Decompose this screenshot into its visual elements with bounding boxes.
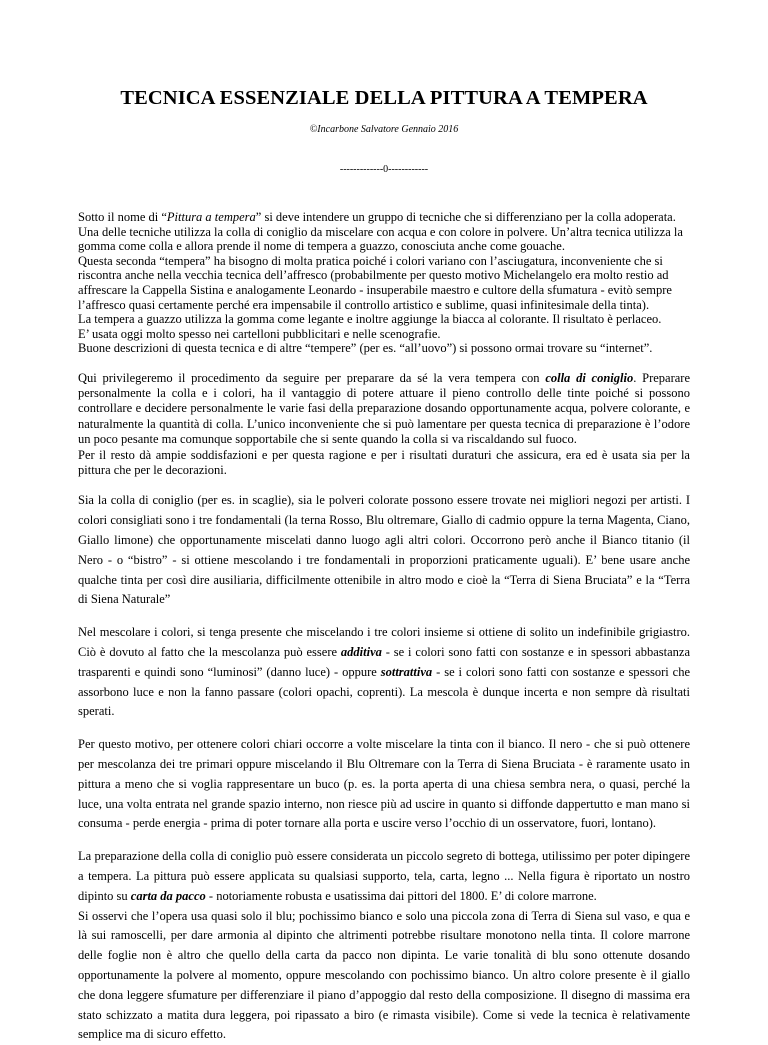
intro-line-3: Questa seconda “tempera” ha bisogno di molta pratica poiché i colori variano con l’asciugatura, inconveniente che si riscontra anche nella vecchia tecnica dell’affresco (probabilmente per questo motivo Michelangelo era molto restio ad affrescare la Cappella Sistina e analogamente Leonardo - insuperabile maestro e cultore della sfumatura - evitò sempre l’affresco quasi certamente perché era impensabile il controllo artistico e sublime, quasi infinitesimale della tinta).	[78, 253, 672, 312]
pittura-a-tempera-term: Pittura a tempera	[166, 210, 256, 224]
intro-line-1: Sotto il nome di “Pittura a tempera” si deve intendere un gruppo di tecniche che si differenziano per la colla adoperata.	[78, 210, 676, 224]
additiva-term: additiva	[340, 644, 382, 659]
intro-line-6: Buone descrizioni di questa tecnica e di altre “tempere” (per es. “all’uovo”) si possono ormai trovare su “internet”.	[78, 341, 653, 356]
document-title: TECNICA ESSENZIALE DELLA PITTURA A TEMPERA	[120, 87, 648, 109]
intro-line-4: La tempera a guazzo utilizza la gomma come legante e inoltre aggiunge la biacca al colorante. Il risultato è perlaceo.	[78, 312, 662, 327]
paragraph-colla-di-coniglio: Qui privilegeremo il procedimento da seguire per preparare da sé la vera tempera con colla di coniglio. Preparare personalmente la colla e i colori, ha il vantaggio di potere attuare il pieno controllo delle tinte poiché si possono controllare e decidere personalmente le varie fasi della preparazione dosando opportunamente acqua, polvere colorante, e naturalmente la quantità di colla. L’unico inconveniente che si può lamentare per questa tecnica di preparazione è l’odore un poco pesante ma comunque sopportabile che si sente quando la colla si va riscaldando sul fuoco. Per il resto dà ampie soddisfazioni e per questa ragione e per i risultati duraturi che assicura, era ed è usata sia per la pittura che per le decorazioni.	[78, 370, 691, 477]
separator-line: -------------0------------	[339, 164, 429, 175]
paragraph-bianco-nero: Per questo motivo, per ottenere colori chiari occorre a volte miscelare la tinta con il bianco. Il nero - che si può ottenere per mescolanza dei tre primari oppure miscelando il Blu Oltremare con la Terra di Siena Bruciata - è raramente usato in pittura a meno che si voglia rappresentare un buco (p. es. la porta aperta di una chiesa sembra nera, o quasi, perché la luce, una volta entrata nel grande spazio interno, non riesce più ad uscire in quanto si diffonde dappertutto e man mano si consuma - perde energia - prima di poter tornare alla porta e uscire verso l’occhio di un osservatore, fuori, lontano).	[78, 737, 690, 831]
intro-line-5: E’ usata oggi molto spesso nei cartelloni pubblicitari e nelle scenografie.	[78, 326, 441, 341]
document-body	[78, 210, 690, 1045]
paragraph-mescolanza: Nel mescolare i colori, si tenga presente che miscelando i tre colori insieme si ottiene di solito un indefinibile grigiastro. Ciò è dovuto al fatto che la mescolanza può essere additiva - se i colori sono fatti con sostanze e in spessori abbastanza trasparenti e quindi sono “luminosi” (danno luce) - oppure sottrattiva - se i colori sono fatti con sostanze e spessori che assorbono luce e non la fanno passare (colori opachi, coprenti). La mescola è dunque incerta e non sempre dà risultati sperati.	[78, 625, 691, 719]
paragraph-intro	[78, 210, 690, 356]
sottrattiva-term: sottrattiva	[380, 664, 433, 679]
paragraph-colori: Sia la colla di coniglio (per es. in scaglie), sia le polveri colorate possono essere trovate nei migliori negozi per artisti. I colori consigliati sono i tre fondamentali (la terna Rosso, Blu oltremare, Giallo di cadmio oppure la terna Magenta, Ciano, Giallo limone) che opportunamente miscelati danno luogo agli altri colori. Occorrono però anche il Bianco titanio (il Nero - o “bistro” - si ottiene mescolando i tre fondamentali in proporzioni praticamente uguali). E’ bene usare anche qualche tinta per così dire ausiliaria, difficilmente ottenibile in altro modo e cioè la “Terra di Siena Bruciata” e la “Terra di Siena Naturale”	[78, 493, 690, 607]
copyright-line: ©Incarbone Salvatore Gennaio 2016	[309, 124, 459, 135]
colla-di-coniglio-term: colla di coniglio	[545, 370, 634, 385]
intro-line-2: Una delle tecniche utilizza la colla di coniglio da miscelare con acqua e con colore in polvere. Un’altra tecnica utilizza la gomma come colla e allora prende il nome di tempera a guazzo, conosciuta anche come gouache.	[78, 224, 683, 254]
carta-da-pacco-term: carta da pacco	[130, 888, 206, 903]
paragraph-preparazione: La preparazione della colla di coniglio può essere considerata un piccolo segreto di bottega, utilissimo per poter dipingere a tempera. La pittura può essere applicata su qualsiasi supporto, tela, carta, legno ... Nella figura è riportato un nostro dipinto su carta da pacco - notoriamente robusta e usatissima dai pittori del 1800. E’ di colore marrone. Si osservi che l’opera usa quasi solo il blu; pochissimo bianco e solo una piccola zona di Terra di Siena sul vaso, e qua e là sui ramoscelli, per dare armonia al dipinto che altrimenti potrebbe risultare monotono nella tinta. Il colore marrone delle foglie non è altro che quello della carta da pacco non dipinta. Le varie tonalità di blu sono ottenute dosando opportunamente la polvere al momento, oppure mescolando con pochissimo bianco. Un altro colore presente è il giallo che dona leggere sfumature per differenziare il piano d’appoggio dal resto della composizione. Il disegno di massima era stato schizzato a matita dura leggera, poi ripassato a biro (e rimasta visibile). Come si vede la tecnica è relativamente semplice ma di sicuro effetto.	[78, 849, 690, 1042]
